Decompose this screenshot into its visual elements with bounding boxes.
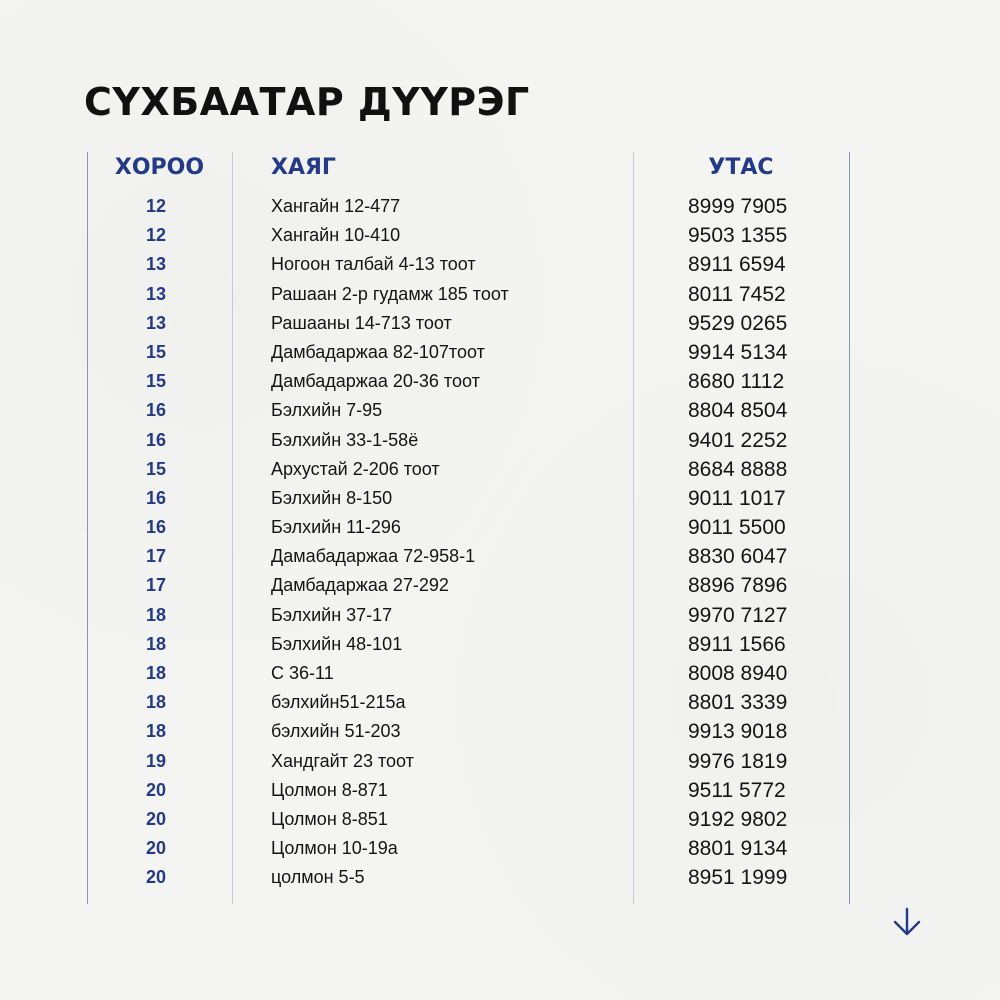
address-cell: Рашааны 14-713 тоот	[271, 312, 452, 333]
khoroo-cell: 16	[145, 517, 167, 538]
table-row	[0, 396, 1000, 425]
address-cell: Бэлхийн 33-1-58ё	[271, 429, 419, 450]
table-row	[0, 717, 1000, 746]
address-cell: Дамбадаржаа 82-107тоот	[271, 341, 485, 362]
khoroo-cell: 13	[145, 312, 167, 333]
table-row	[0, 776, 1000, 805]
khoroo-cell: 12	[145, 196, 167, 216]
column-header-phone: УТАС	[708, 155, 774, 180]
phone-cell: 8896 7896	[688, 574, 788, 598]
table-body	[0, 192, 1000, 893]
table-row	[0, 309, 1000, 338]
phone-cell: 9401 2252	[688, 428, 788, 452]
khoroo-cell: 18	[145, 604, 167, 625]
khoroo-cell: 15	[145, 458, 167, 479]
phone-cell: 8008 8940	[688, 662, 788, 685]
address-cell: бэлхийн 51-203	[271, 721, 401, 742]
khoroo-cell: 16	[145, 487, 167, 508]
table-row	[0, 542, 1000, 571]
phone-cell: 8999 7905	[688, 195, 788, 218]
phone-cell: 8951 1999	[688, 866, 788, 890]
table-row	[0, 250, 1000, 279]
table-row	[0, 338, 1000, 367]
table-row	[0, 863, 1000, 892]
table-row	[0, 601, 1000, 630]
address-cell: Ногоон талбай 4-13 тоот	[271, 254, 476, 275]
khoroo-cell: 19	[145, 750, 167, 771]
table-row	[0, 367, 1000, 396]
table-row	[0, 659, 1000, 688]
khoroo-cell: 13	[145, 254, 167, 275]
address-cell: С 36-11	[271, 663, 334, 683]
table-row	[0, 747, 1000, 776]
address-cell: Бэлхийн 37-17	[271, 604, 393, 625]
khoroo-cell: 17	[145, 546, 167, 567]
phone-cell: 8684 8888	[688, 457, 788, 481]
address-cell: Цолмон 8-871	[271, 779, 388, 800]
address-cell: бэлхийн51-215а	[271, 692, 406, 713]
arrow-down-icon[interactable]	[891, 906, 923, 938]
khoroo-cell: 18	[145, 692, 167, 713]
khoroo-cell: 12	[145, 225, 167, 246]
khoroo-cell: 15	[145, 371, 167, 392]
table-row	[0, 192, 1000, 221]
phone-cell: 9011 1017	[688, 486, 786, 510]
phone-cell: 9503 1355	[688, 224, 788, 248]
address-cell: цолмон 5-5	[271, 867, 365, 888]
phone-cell: 8911 1566	[688, 632, 786, 656]
address-cell: Дамбадаржаа 27-292	[271, 575, 449, 596]
phone-cell: 9011 5500	[688, 516, 786, 540]
phone-cell: 9192 9802	[688, 807, 788, 831]
phone-cell: 8011 7452	[688, 282, 786, 306]
phone-cell: 8801 9134	[688, 837, 788, 861]
table-row	[0, 571, 1000, 600]
address-cell: Бэлхийн 8-150	[271, 487, 393, 508]
phone-cell: 8830 6047	[688, 545, 788, 569]
column-header-address: ХАЯГ	[271, 155, 336, 180]
phone-cell: 8801 3339	[688, 691, 788, 715]
phone-cell: 9913 9018	[688, 720, 788, 744]
phone-cell: 8680 1112	[688, 370, 785, 394]
phone-cell: 9970 7127	[688, 603, 788, 627]
table-row	[0, 630, 1000, 659]
khoroo-cell: 20	[145, 779, 167, 800]
address-cell: Бэлхийн 11-296	[271, 517, 401, 538]
address-cell: Хандгайт 23 тоот	[271, 750, 414, 771]
phone-cell: 8911 6594	[688, 253, 786, 277]
table-row	[0, 221, 1000, 250]
table-row	[0, 805, 1000, 834]
table-row	[0, 455, 1000, 484]
address-cell: Дамабадаржаа 72-958-1	[271, 546, 476, 567]
table-row	[0, 834, 1000, 863]
table-row	[0, 513, 1000, 542]
address-cell: Цолмон 8-851	[271, 808, 388, 829]
table-row	[0, 484, 1000, 513]
khoroo-cell: 13	[145, 283, 167, 304]
khoroo-cell: 18	[145, 721, 167, 742]
address-cell: Рашаан 2-р гудамж 185 тоот	[271, 283, 509, 304]
address-cell: Хангайн 10-410	[271, 225, 401, 246]
khoroo-cell: 15	[145, 341, 167, 362]
table-row	[0, 688, 1000, 717]
khoroo-cell: 16	[145, 429, 167, 450]
khoroo-cell: 17	[145, 575, 167, 596]
table-row	[0, 426, 1000, 455]
column-header-khoroo: ХОРОО	[114, 155, 205, 180]
phone-cell: 9511 5772	[688, 778, 786, 802]
address-cell: Архустай 2-206 тоот	[271, 458, 440, 479]
page-title: СҮХБААТАР ДҮҮРЭГ	[84, 80, 530, 124]
phone-cell: 9976 1819	[688, 749, 788, 773]
khoroo-cell: 18	[145, 633, 167, 654]
phone-cell: 9914 5134	[688, 340, 788, 364]
table-row	[0, 280, 1000, 309]
address-cell: Цолмон 10-19а	[271, 838, 398, 859]
address-cell: Бэлхийн 7-95	[271, 400, 383, 421]
khoroo-cell: 16	[145, 400, 167, 421]
khoroo-cell: 20	[145, 838, 167, 859]
address-cell: Дамбадаржаа 20-36 тоот	[271, 371, 480, 392]
address-cell: Хангайн 12-477	[271, 196, 401, 216]
phone-cell: 8804 8504	[688, 399, 788, 423]
khoroo-cell: 20	[145, 867, 167, 888]
khoroo-cell: 18	[145, 663, 167, 683]
phone-cell: 9529 0265	[688, 311, 788, 335]
address-cell: Бэлхийн 48-101	[271, 633, 403, 654]
khoroo-cell: 20	[145, 808, 167, 829]
